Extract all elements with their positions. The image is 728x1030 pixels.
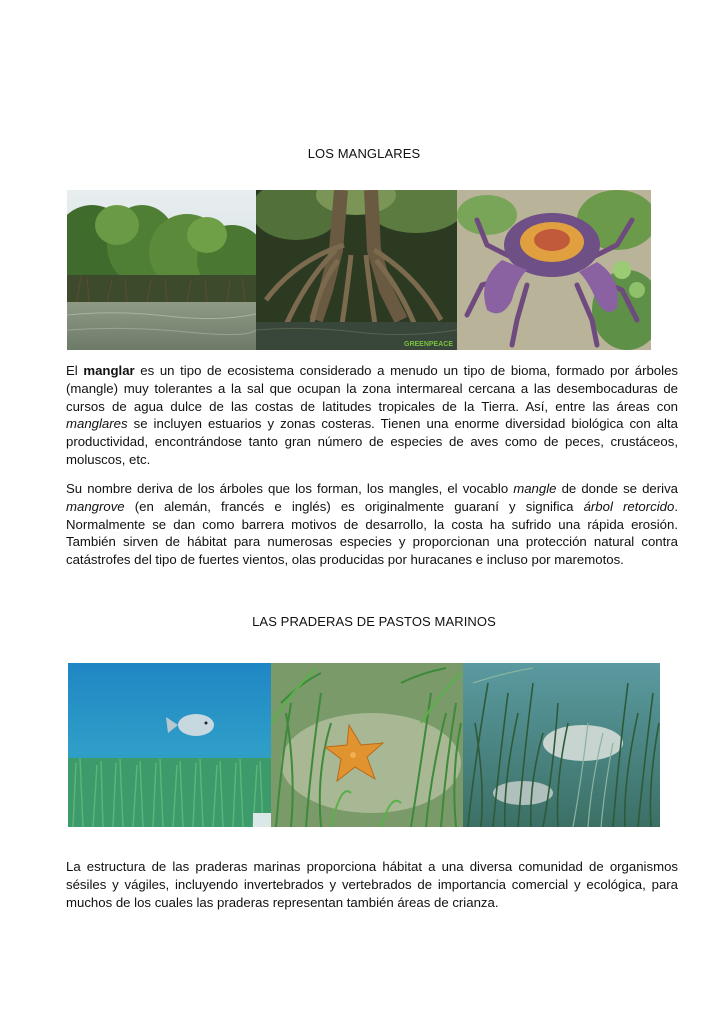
p2-italic-mangrove: mangrove <box>66 498 125 514</box>
seagrass-fish-image <box>68 663 271 827</box>
watermark-text: GREENPEACE <box>404 341 454 348</box>
p1-text-pre: El <box>66 363 84 378</box>
seagrass-photo-strip <box>68 663 660 827</box>
manglar-paragraph-1 <box>66 362 678 469</box>
p2-italic-mangle: mangle <box>513 481 557 496</box>
p1-text-mid: es un tipo de ecosistema considerado a menudo un tipo de bioma, formado por árboles (mangle) muy tolerantes a la sal que ocupan la zona intermareal cercana a las desembocaduras de cursos de agua dulce de las costas de latitudes tropicales de la Tierra. Así, entre las áreas con <box>66 363 678 414</box>
crab-image <box>457 190 651 350</box>
praderas-paragraph: La estructura de las praderas marinas proporciona hábitat a una diversa comunidad de organismos sésiles y vágiles, incluyendo invertebrados y vertebrados de importancia comercial y ecológica, para muchos de los cuales las praderas representan también áreas de crianza. <box>66 859 678 910</box>
p1-italic-term: manglares <box>66 416 128 432</box>
p2-italic-arbol: árbol retorcido <box>583 498 675 514</box>
section-title-praderas: LAS PRADERAS DE PASTOS MARINOS <box>252 614 496 629</box>
p2-text-post: . Normalmente se dan como barrera motivos de desarrollo, la costa ha sufrido una rápida erosión. También sirven de hábitat para numerosas especies y proporcionan una protección natural contra catástrofes del tipo de fuertes vientos, olas producidas por huracanes e incluso por maremotos. <box>66 498 678 568</box>
manglar-paragraph-2 <box>66 480 678 569</box>
p2-text-mid1: de donde se deriva <box>556 481 679 496</box>
mangrove-roots-image <box>256 190 457 350</box>
p2-text-mid2: (en alemán, francés e inglés) es originalmente guaraní y significa <box>124 498 584 514</box>
p1-text-post: se incluyen estuarios y zonas costeras. Tienen una enorme diversidad biológica con alta productividad, encontrándose tanto gran número de especies de aves como de peces, crustáceos, moluscos, etc. <box>66 416 678 467</box>
mangrove-forest-image <box>67 190 256 350</box>
seagrass-starfish-image <box>271 663 463 827</box>
section-title-manglares: LOS MANGLARES <box>307 146 421 161</box>
seagrass-meadow-image <box>463 663 660 827</box>
p1-bold-term: manglar <box>83 363 135 378</box>
p2-text-pre: Su nombre deriva de los árboles que los forman, los mangles, el vocablo <box>66 481 514 496</box>
mangrove-photo-strip <box>67 190 651 350</box>
